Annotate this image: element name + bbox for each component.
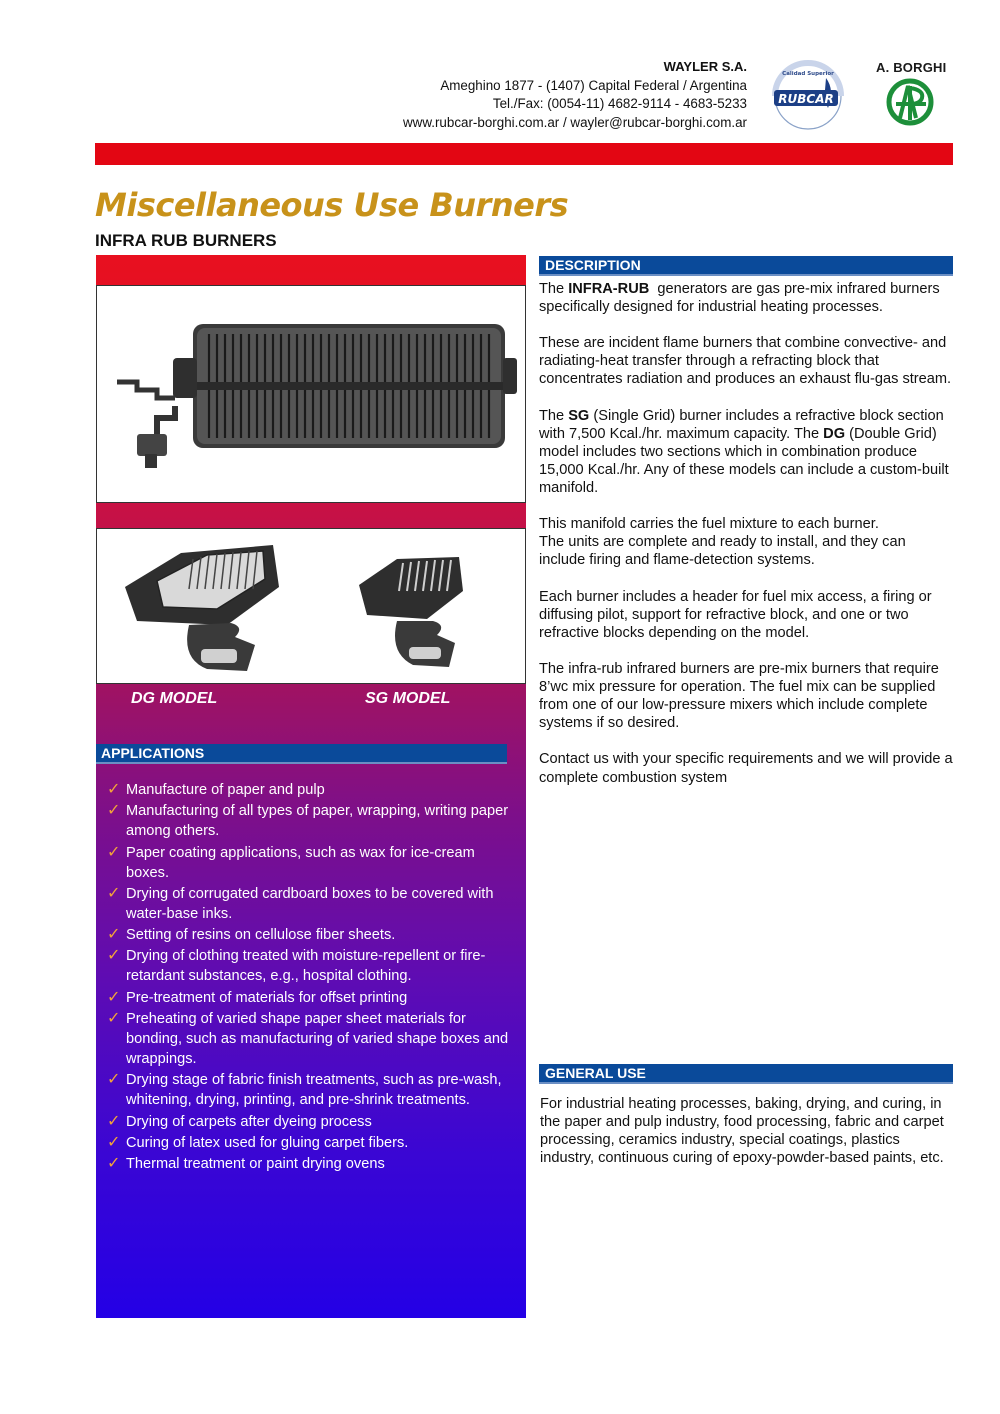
models-photo bbox=[96, 528, 526, 684]
infra-rub-burner-image bbox=[97, 286, 525, 502]
list-item-text: Preheating of varied shape paper sheet materials for bonding, such as manufacturing of varied shape boxes and wrappings. bbox=[126, 1011, 509, 1068]
text-run: generators are gas pre-mix infrared burners specifically designed for industrial heating processes. bbox=[539, 281, 944, 316]
description-paragraph bbox=[539, 515, 955, 569]
description-heading: DESCRIPTION bbox=[539, 256, 953, 274]
list-item-text: Pre-treatment of materials for offset printing bbox=[126, 989, 408, 1006]
description-paragraph: Each burner includes a header for fuel mix access, a firing or diffusing pilot, support for refractive block, and one or two refractive blocks depending on the model. bbox=[539, 588, 932, 641]
checkmark-icon: ✓ bbox=[107, 1112, 121, 1130]
list-item-text: Paper coating applications, such as wax for ice-cream boxes. bbox=[126, 844, 475, 881]
list-item bbox=[107, 1133, 519, 1153]
rubcar-logo-text: RUBCAR bbox=[778, 92, 834, 106]
borghi-logo-text: A. BORGHI bbox=[876, 60, 947, 75]
list-item bbox=[107, 780, 519, 800]
description-paragraph: Contact us with your specific requirements and we will provide a complete combustion system bbox=[539, 751, 953, 786]
list-item-text: Drying of clothing treated with moisture-repellent or fire-retardant substances, e.g., hospital clothing. bbox=[126, 948, 486, 985]
sg-model-illustration bbox=[359, 557, 463, 667]
list-item-text: Setting of resins on cellulose fiber sheets. bbox=[126, 927, 396, 944]
text-run: The units are complete and ready to install, and they can include firing and flame-detection systems. bbox=[539, 534, 906, 569]
checkmark-icon: ✓ bbox=[107, 1133, 121, 1151]
checkmark-icon: ✓ bbox=[107, 802, 121, 820]
description-paragraph: The infra-rub infrared burners are pre-mix burners that require 8’wc mix pressure for operation. The fuel mix can be supplied from one of our low-pressure mixers which include complete systems if so desired. bbox=[539, 660, 939, 732]
list-item-text: Drying stage of fabric finish treatments, such as pre-wash, whitening, drying, printing, and pre-shrink treatments. bbox=[126, 1072, 502, 1109]
list-item bbox=[107, 884, 519, 924]
list-item-text: Manufacture of paper and pulp bbox=[126, 782, 325, 798]
company-web[interactable]: www.rubcar-borghi.com.ar / wayler@rubcar-borghi.com.ar bbox=[402, 114, 747, 130]
list-item bbox=[107, 1112, 519, 1132]
list-item bbox=[107, 801, 519, 841]
product-name: INFRA-RUB bbox=[568, 281, 650, 297]
list-item bbox=[107, 1009, 519, 1069]
list-item-text: Manufacturing of all types of paper, wrapping, writing paper among others. bbox=[126, 803, 509, 840]
sg-term: SG bbox=[568, 407, 590, 424]
text-run: (Single Grid) burner includes a refractive block section with 7,500 Kcal./hr. maximum capacity. The bbox=[539, 407, 944, 442]
company-phone: Tel./Fax: (0054-11) 4682-9114 - 4683-5233 bbox=[492, 96, 747, 111]
checkmark-icon: ✓ bbox=[107, 988, 121, 1006]
company-contact bbox=[403, 58, 747, 132]
borghi-logo bbox=[872, 58, 956, 130]
applications-heading: APPLICATIONS bbox=[96, 744, 507, 762]
page-subtitle: INFRA RUB BURNERS bbox=[95, 231, 277, 250]
header-red-bar bbox=[95, 143, 953, 165]
list-item bbox=[107, 1154, 519, 1174]
description-paragraph bbox=[539, 407, 955, 497]
checkmark-icon: ✓ bbox=[107, 1155, 121, 1173]
description-paragraph: These are incident flame burners that combine convective- and radiating-heat transfer through a refracting block that concentrates radiation and produces an exhaust flu-gas stream. bbox=[539, 335, 952, 388]
text-run: The bbox=[539, 407, 569, 424]
dg-model-illustration bbox=[125, 545, 279, 671]
rubcar-logo bbox=[768, 60, 848, 132]
checkmark-icon: ✓ bbox=[107, 884, 121, 902]
applications-list bbox=[107, 780, 519, 1176]
general-use-text: For industrial heating processes, baking, drying, and curing, in the paper and pulp industry, food processing, fabric and carpet processing, ceramics industry, special coatings, plastics industry, continuous curing of epoxy-powder-based paints, etc. bbox=[540, 1096, 944, 1167]
text-run: (Double Grid) model includes two sections which in combination produce 15,000 Kcal./hr. Any of these models can include a custom-built manifold. bbox=[539, 425, 949, 497]
dg-sg-models-image bbox=[97, 529, 525, 683]
list-item bbox=[107, 946, 519, 986]
company-address: Ameghino 1877 - (1407) Capital Federal / Argentina bbox=[440, 77, 747, 93]
list-item bbox=[107, 988, 519, 1008]
checkmark-icon: ✓ bbox=[107, 947, 121, 965]
list-item-text: Thermal treatment or paint drying ovens bbox=[126, 1156, 385, 1173]
general-use-heading: GENERAL USE bbox=[539, 1064, 953, 1082]
checkmark-icon: ✓ bbox=[107, 1010, 121, 1028]
description-paragraph bbox=[539, 280, 955, 316]
company-name: WAYLER S.A. bbox=[663, 59, 747, 74]
checkmark-icon: ✓ bbox=[107, 1071, 121, 1089]
checkmark-icon: ✓ bbox=[107, 926, 121, 944]
list-item bbox=[107, 1070, 519, 1110]
burner-photo bbox=[96, 285, 526, 503]
text-run: This manifold carries the fuel mixture to each burner. bbox=[539, 516, 879, 533]
dg-term: DG bbox=[823, 425, 846, 442]
checkmark-icon: ✓ bbox=[107, 843, 121, 861]
list-item bbox=[107, 843, 519, 883]
description-body bbox=[539, 280, 955, 805]
page-title: Miscellaneous Use Burners bbox=[95, 186, 569, 224]
list-item-text: Drying of carpets after dyeing process bbox=[126, 1113, 372, 1130]
list-item-text: Drying of corrugated cardboard boxes to be covered with water-base inks. bbox=[126, 885, 494, 922]
text-run: The bbox=[539, 281, 569, 297]
sg-model-label: SG MODEL bbox=[365, 690, 451, 707]
rubcar-logo-top-text: Calidad Superior bbox=[782, 71, 834, 77]
list-item-text: Curing of latex used for gluing carpet fibers. bbox=[126, 1134, 409, 1151]
checkmark-icon: ✓ bbox=[107, 781, 121, 798]
dg-model-label: DG MODEL bbox=[131, 690, 218, 707]
list-item bbox=[107, 925, 519, 945]
